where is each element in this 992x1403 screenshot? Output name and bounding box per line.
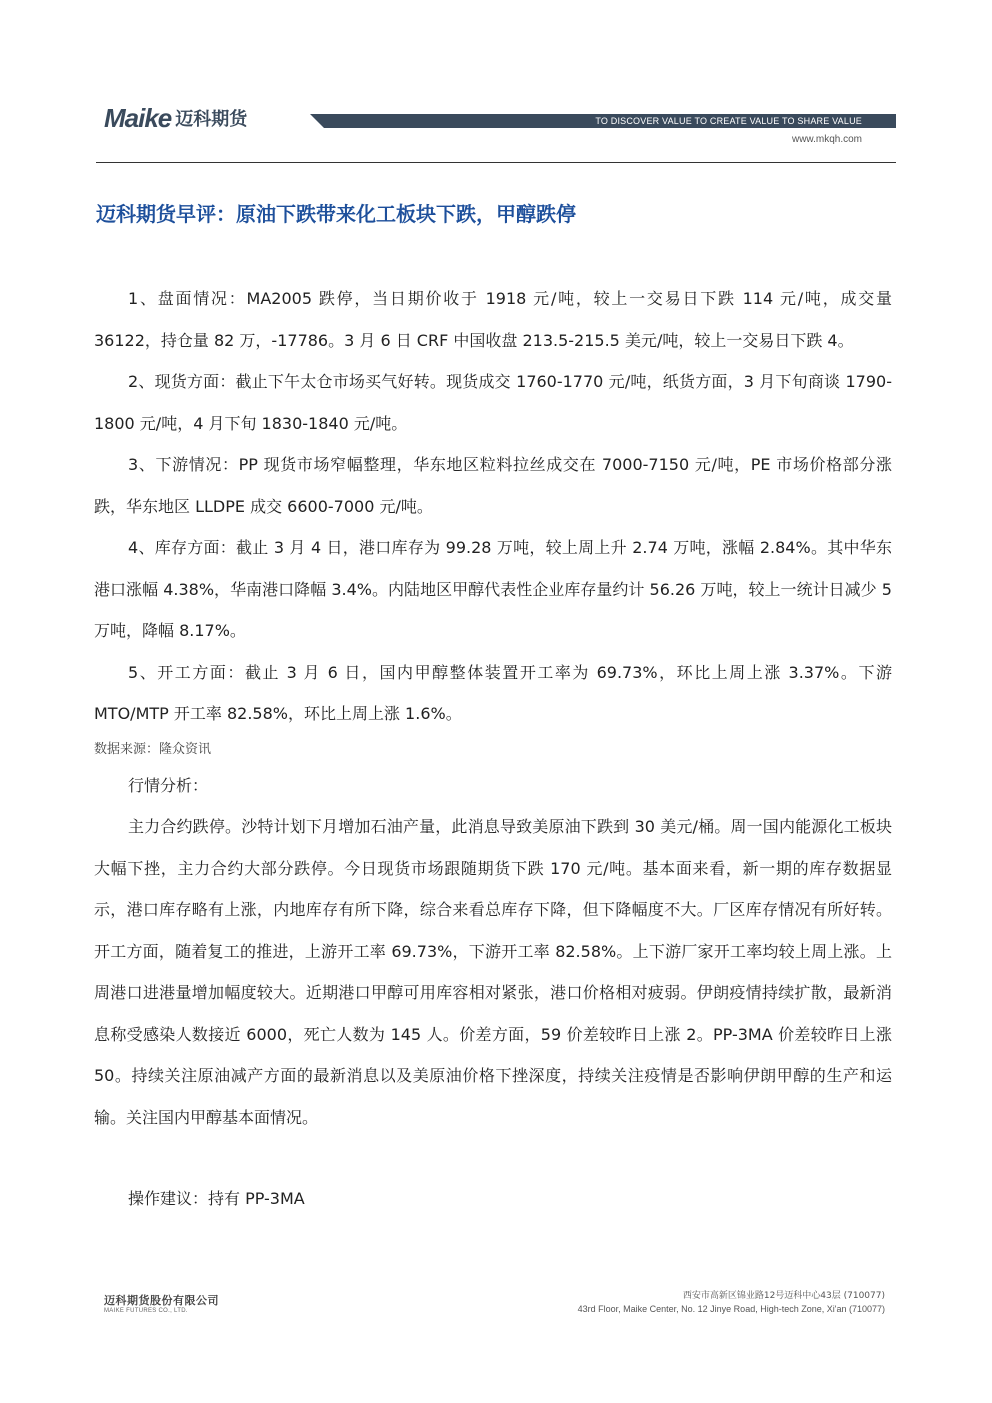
logo-chinese-name: 迈科期货 [175,109,248,130]
slogan-text: TO DISCOVER VALUE TO CREATE VALUE TO SHARE VALUE [595,116,862,126]
paragraph-inventory: 4、库存方面：截止 3 月 4 日，港口库存为 99.28 万吨，较上周上升 2.74 万吨，涨幅 2.84%。其中华东港口涨幅 4.38%，华南港口降幅 3.4%。内陆地区甲醇代表性企业库存量约计 56.26 万吨，较上一统计日减少 5 万吨，降幅 8.17%。 [94,538,892,640]
footer-company-en: MAIKE FUTURES CO., LTD. [104,1308,188,1314]
page-header [96,104,896,164]
paragraph-operating-rate: 5、开工方面：截止 3 月 6 日，国内甲醇整体装置开工率为 69.73%，环比上周上涨 3.37%。下游 MTO/MTP 开工率 82.58%，环比上周上涨 1.6%。 [94,662,892,723]
paragraph-downstream: 3、下游情况：PP 现货市场窄幅整理，华东地区粒料拉丝成交在 7000-7150 元/吨，PE 市场价格部分涨跌，华东地区 LLDPE 成交 6600-7000 元/吨。 [94,455,892,516]
header-divider [96,162,896,163]
footer-address-cn: 西安市高新区锦业路12号迈科中心43层 (710077) [682,1291,885,1301]
company-logo [104,104,247,132]
logo-wordmark: Maike [104,102,172,133]
report-body [94,278,892,1220]
report-title: 迈科期货早评：原油下跌带来化工板块下跌，甲醇跌停 [96,202,576,226]
operation-suggestion: 操作建议：持有 PP-3MA [128,1189,305,1208]
analysis-text: 主力合约跌停。沙特计划下月增加石油产量，此消息导致美原油下跌到 30 美元/桶。周一国内能源化工板块大幅下挫，主力合约大部分跌停。今日现货市场跟随期货下跌 170 元/吨。基本面来看，新一期的库存数据显示，港口库存略有上涨，内地库存有所下降，综合来看总库存下降，但下降幅度不大。厂区库存情况有所好转。开工方面，随着复工的推进，上游开工率 69.73%，下游开工率 82.58%。上下游厂家开工率均较上周上涨。上周港口进港量增加幅度较大。近期港口甲醇可用库容相对紧张，港口价格相对疲弱。伊朗疫情持续扩散，最新消息称受感染人数接近 6000，死亡人数为 145 人。价差方面，59 价差较昨日上涨 2。PP-3MA 价差较昨日上涨 50。持续关注原油减产方面的最新消息以及美原油价格下挫深度，持续关注疫情是否影响伊朗甲醇的生产和运输。关注国内甲醇基本面情况。 [94,817,892,1127]
slogan-bar [310,114,896,128]
website-url: www.mkqh.com [791,134,862,145]
footer-address [578,1290,885,1316]
footer-address-en: 43rd Floor, Maike Center, No. 12 Jinye Road, High-tech Zone, Xi'an (710077) [577,1304,885,1314]
footer-company [104,1292,219,1314]
analysis-heading: 行情分析： [128,775,209,795]
data-source: 数据来源：隆众资讯 [94,741,212,757]
paragraph-market: 1、盘面情况：MA2005 跌停，当日期价收于 1918 元/吨，较上一交易日下跌 114 元/吨，成交量 36122，持仓量 82 万，-17786。3 月 6 日 CRF 中国收盘 213.5-215.5 美元/吨，较上一交易日下跌 4。 [94,289,892,350]
footer-company-cn: 迈科期货股份有限公司 [104,1294,219,1307]
paragraph-spot: 2、现货方面：截止下午太仓市场买气好转。现货成交 1760-1770 元/吨，纸货方面，3 月下旬商谈 1790-1800 元/吨，4 月下旬 1830-1840 元/吨。 [94,372,892,433]
spacer [94,1138,892,1178]
